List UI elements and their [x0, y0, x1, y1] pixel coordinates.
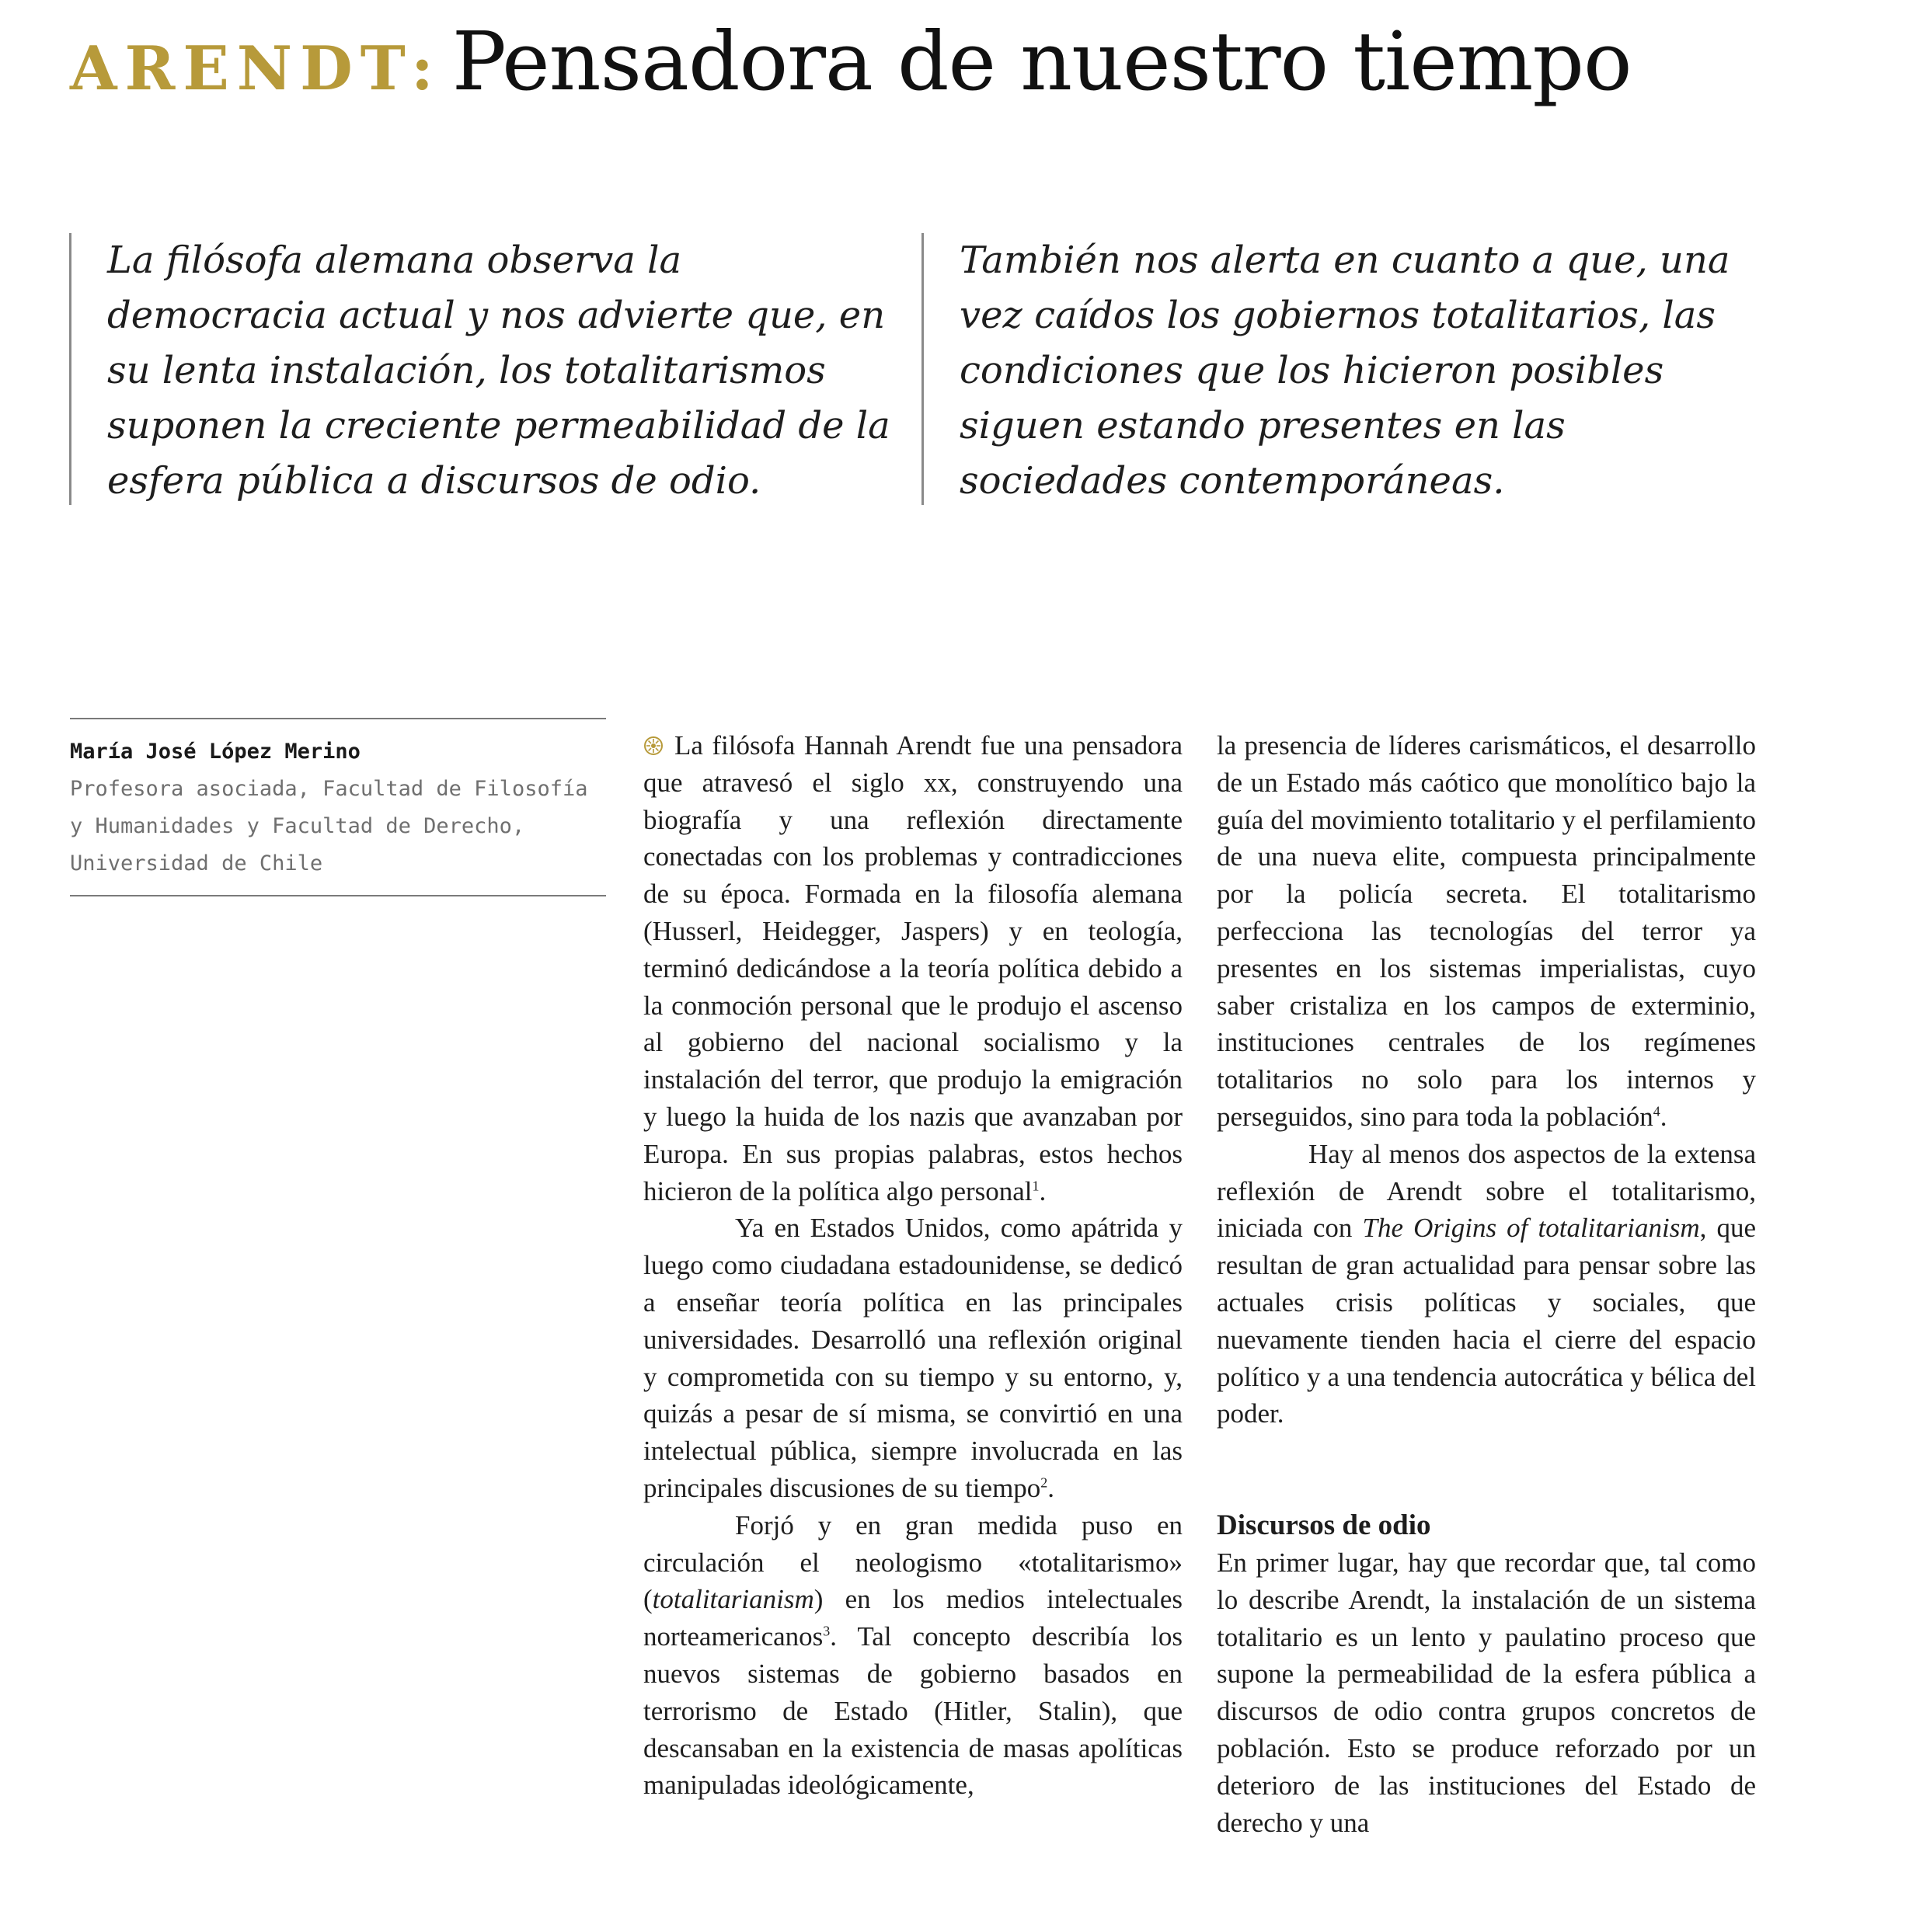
article-title [70, 11, 1857, 120]
paragraph-1: La filósofa Hannah Arendt fue una pensadora que atravesó el siglo xx, construyendo una biografía y una reflexión directamente conectadas con los problemas y contradicciones de su época. Formada en la filosofía alemana (Husserl, Heidegger, Jaspers) y en teología, terminó dedicándose a la teoría política debido a la conmoción personal que le produjo el ascenso al gobierno del nacional socialismo y la instalación del terror, que produjo la emigración y luego la huida de los nazis que avanzaban por Europa. En sus propias palabras, estos hechos hicieron de la política algo personal$^1$. [643, 730, 1183, 1206]
paragraph-2-text: Ya en Estados Unidos, como apátrida y luego como ciudadana estadounidense, se dedicó a enseñar teoría política en las principales universidades. Desarrolló una reflexión original y comprometida con su tiempo y su entorno, y, quizás a pesar de sí misma, se convirtió en una intelectual pública, siempre involucrada en las principales discusiones de su tiempo [643, 1213, 1183, 1503]
body-column-2 [1217, 727, 1756, 1841]
footnote-ref-2: 2 [1040, 1474, 1048, 1491]
body-column-1 [643, 727, 1183, 1804]
ornament-icon [643, 736, 664, 756]
paragraph-4-text-b: , que resultan de gran actualidad para pensar sobre las actuales crisis políticas y sociales, que nuevamente tienden hacia el cierre del espacio político y a una tendencia autocrática y bélica del poder. [1217, 1213, 1756, 1429]
paragraph-4-text-a: Hay al menos dos aspectos de la extensa reflexión de Arendt sobre el totalitarismo, iniciada con [1217, 1138, 1756, 1244]
book-title: The Origins of totalitarianism [1362, 1213, 1700, 1244]
paragraph-3-text-b: ) en los medios intelectuales norteamericanos [643, 1584, 1183, 1652]
paragraph-3-continued: la presencia de líderes carismáticos, el desarrollo de un Estado más caótico que monolítico bajo la guía del movimiento totalitario y el perfilamiento de una nueva elite, compuesta principalmente por la policía secreta. El totalitarismo perfecciona las tecnologías del terror ya presentes en los sistemas imperialistas, cuyo saber cristaliza en los campos de exterminio, instituciones centrales de los regímenes totalitarios no solo para los internos y perseguidos, sino para toda la población$^4$. [1217, 730, 1756, 1132]
author-name: María José López Merino [70, 740, 361, 764]
paragraph-2: Ya en Estados Unidos, como apátrida y luego como ciudadana estadounidense, se dedicó a enseñar teoría política en las principales universidades. Desarrolló una reflexión original y comprometida con su tiempo y su entorno, y, quizás a pesar de sí misma, se convirtió en una intelectual pública, siempre involucrada en las principales discusiones de su tiempo$^2$. [643, 1213, 1183, 1503]
pullquote-right: También nos alerta en cuanto a que, una vez caídos los gobiernos totalitarios, las condiciones que los hicieron posibles siguen estando presentes en las sociedades contemporáneas. [921, 233, 1761, 505]
paragraph-3 [643, 1507, 1183, 1804]
title-main: Pensadora de nuestro tiempo [451, 14, 1632, 109]
author-role: Profesora asociada, Facultad de Filosofía y Humanidades y Facultad de Derecho, Universidad de Chile [70, 777, 588, 875]
footnote-ref-4: 4 [1653, 1103, 1660, 1119]
footnote-ref-1: 1 [1032, 1177, 1040, 1193]
paragraph-3-text-c: . Tal concepto describía los nuevos sistemas de gobierno basados en terrorismo de Estado (Hitler, Stalin), que descansaban en la existencia de masas apolíticas manipuladas ideológicamente, [643, 1621, 1183, 1801]
author-box [70, 718, 606, 896]
paragraph-5: En primer lugar, hay que recordar que, tal como lo describe Arendt, la instalación de un sistema totalitario es un lento y paulatino proceso que supone la permeabilidad de la esfera pública a discursos de odio contra grupos concretos de población. Esto se produce reforzado por un deterioro de las instituciones del Estado de derecho y una [1217, 1547, 1756, 1838]
paragraph-3-text-c-continued: la presencia de líderes carismáticos, el desarrollo de un Estado más caótico que monolítico bajo la guía del movimiento totalitario y el perfilamiento de una nueva elite, compuesta principalmente por la policía secreta. El totalitarismo perfecciona las tecnologías del terror ya presentes en los sistemas imperialistas, cuyo saber cristaliza en los campos de exterminio, instituciones centrales de los regímenes totalitarios no solo para los internos y perseguidos, sino para toda la población [1217, 730, 1756, 1132]
pullquote-left: La filósofa alemana observa la democracia actual y nos advierte que, en su lenta instalación, los totalitarismos suponen la creciente permeabilidad de la esfera pública a discursos de odio. [69, 233, 908, 505]
term-totalitarianism: totalitarianism [652, 1584, 814, 1615]
footnote-ref-3: 3 [823, 1623, 831, 1639]
paragraph-4 [1217, 1136, 1756, 1432]
title-kicker: ARENDT: [70, 33, 441, 104]
paragraph-3-text-a: Forjó y en gran medida puso en circulación el neologismo «totalitarismo» ( [643, 1509, 1183, 1615]
paragraph-1-text: La filósofa Hannah Arendt fue una pensadora que atravesó el siglo xx, construyendo una biografía y una reflexión directamente conectadas con los problemas y contradicciones de su época. Formada en la filosofía alemana (Husserl, Heidegger, Jaspers) y en teología, terminó dedicándose a la teoría política debido a la conmoción personal que le produjo el ascenso al gobierno del nacional socialismo y la instalación del terror, que produjo la emigración y luego la huida de los nazis que avanzaban por Europa. En sus propias palabras, estos hechos hicieron de la política algo personal [643, 730, 1183, 1206]
section-subhead: Discursos de odio [1217, 1509, 1431, 1542]
